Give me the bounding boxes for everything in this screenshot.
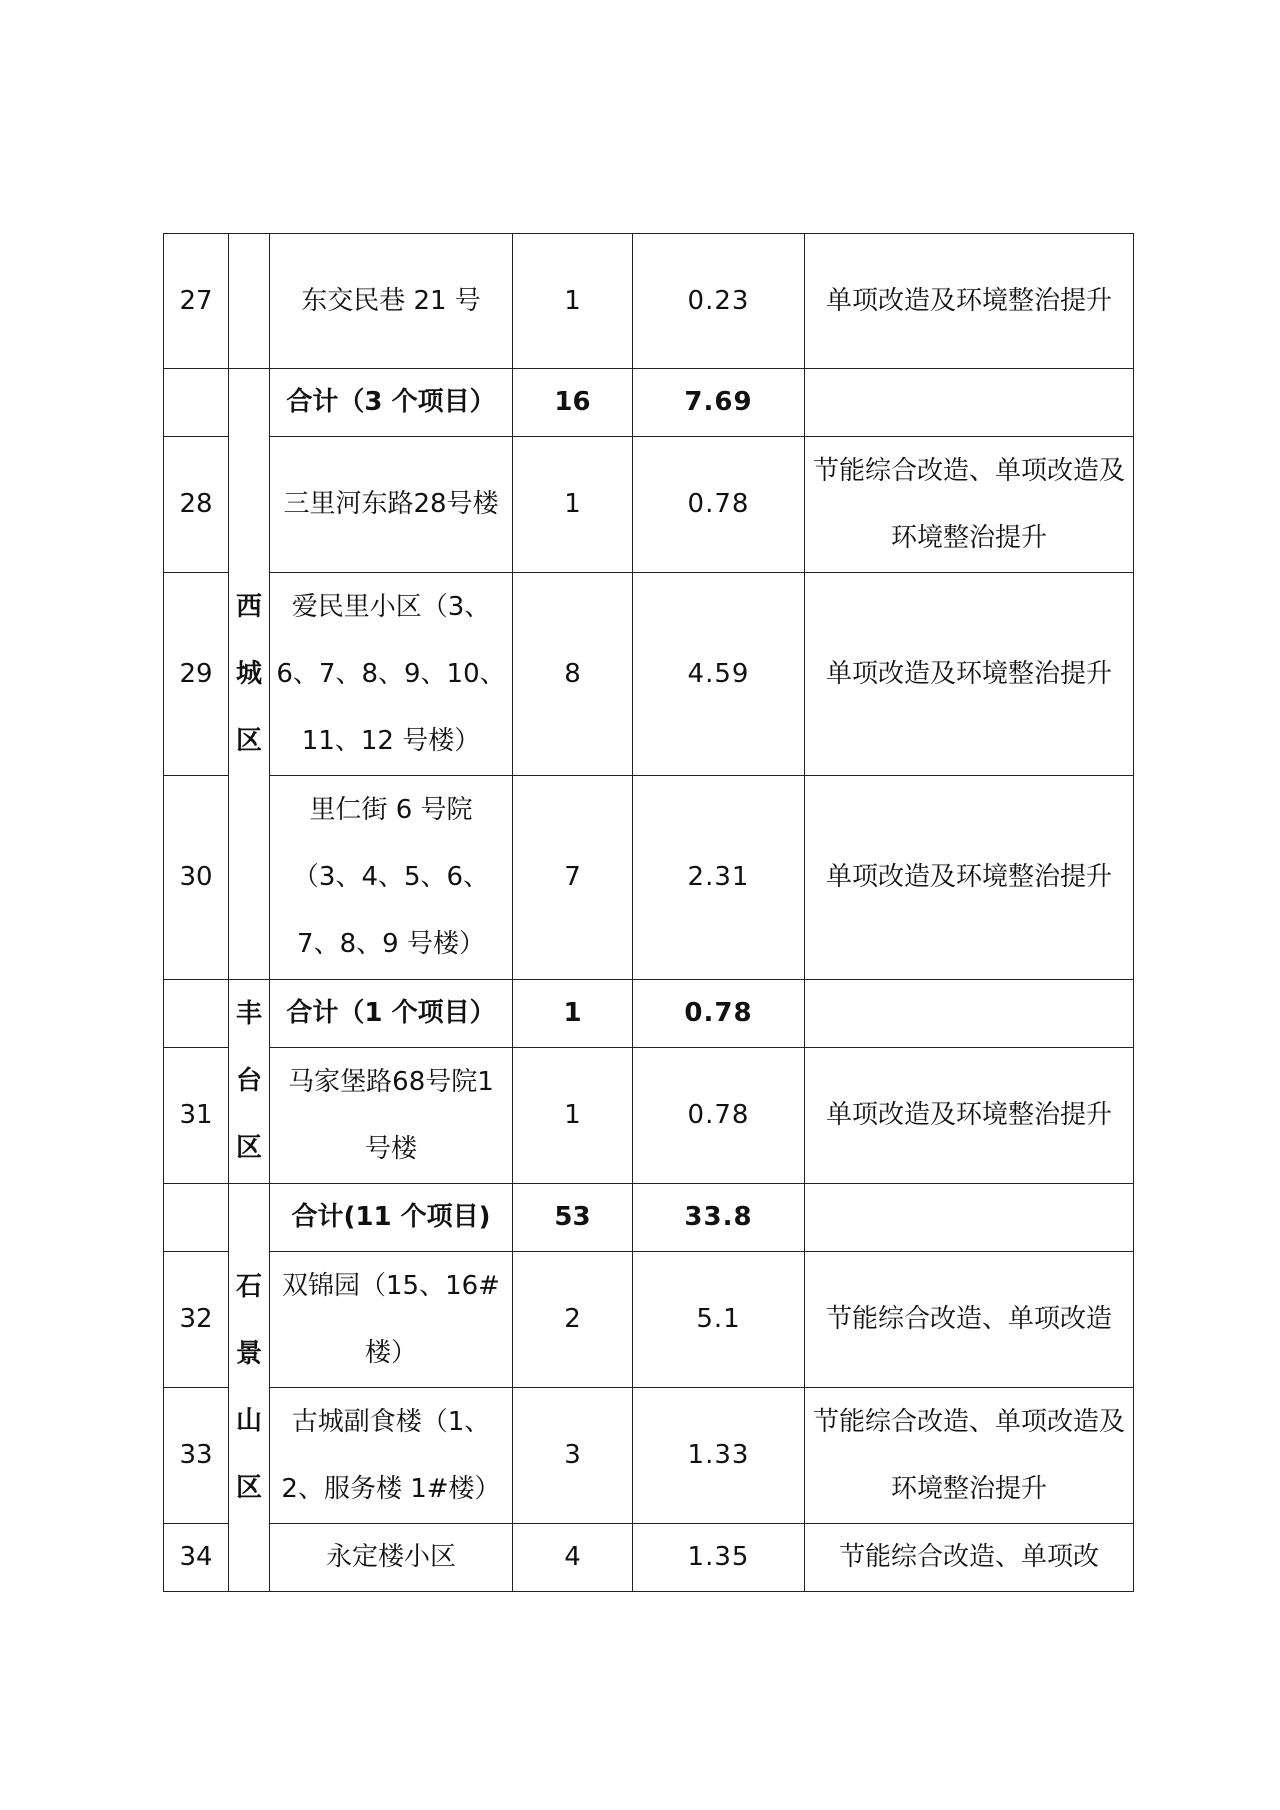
building-count: 4	[513, 1524, 633, 1592]
district-char: 城	[235, 658, 262, 689]
district-char: 山	[235, 1405, 262, 1436]
project-name: 双锦园（15、16#楼）	[270, 1252, 513, 1388]
subtotal-row	[164, 369, 1134, 437]
district-char: 台	[235, 1066, 262, 1096]
table-row	[164, 1388, 1134, 1524]
area-value: 2.31	[633, 776, 805, 980]
row-number: 28	[164, 437, 229, 573]
district-char: 丰	[235, 999, 262, 1029]
row-number: 32	[164, 1252, 229, 1388]
area-value: 4.59	[633, 573, 805, 776]
project-name: 三里河东路28号楼	[270, 437, 513, 573]
subtotal-area: 33.8	[633, 1184, 805, 1252]
subtotal-buildings: 53	[513, 1184, 633, 1252]
subtotal-row	[164, 980, 1134, 1048]
subtotal-content	[805, 369, 1134, 437]
project-name: 里仁街 6 号院（3、4、5、6、7、8、9 号楼）	[270, 776, 513, 980]
row-number: 29	[164, 573, 229, 776]
project-name: 爱民里小区（3、6、7、8、9、10、11、12 号楼）	[270, 573, 513, 776]
building-count: 1	[513, 437, 633, 573]
building-count: 1	[513, 234, 633, 369]
subtotal-label: 合计(11 个项目)	[270, 1184, 513, 1252]
table-row	[164, 1048, 1134, 1184]
renovation-content: 单项改造及环境整治提升	[805, 573, 1134, 776]
district-char: 景	[235, 1338, 262, 1369]
district-label-xicheng	[229, 369, 270, 980]
subtotal-buildings: 1	[513, 980, 633, 1048]
subtotal-area: 7.69	[633, 369, 805, 437]
table-row	[164, 776, 1134, 980]
renovation-content: 单项改造及环境整治提升	[805, 234, 1134, 369]
table-row	[164, 1252, 1134, 1388]
area-value: 1.35	[633, 1524, 805, 1592]
subtotal-buildings: 16	[513, 369, 633, 437]
building-count: 8	[513, 573, 633, 776]
building-count: 2	[513, 1252, 633, 1388]
building-count: 3	[513, 1388, 633, 1524]
project-name: 永定楼小区	[270, 1524, 513, 1592]
district-char: 区	[235, 1472, 262, 1503]
renovation-content: 节能综合改造、单项改造及环境整治提升	[805, 1388, 1134, 1524]
renovation-content: 单项改造及环境整治提升	[805, 1048, 1134, 1184]
renovation-project-table	[163, 233, 1134, 1592]
row-number	[164, 369, 229, 437]
table-row	[164, 437, 1134, 573]
district-char: 石	[235, 1271, 262, 1302]
project-name: 马家堡路68号院1 号楼	[270, 1048, 513, 1184]
renovation-content: 节能综合改造、单项改造	[805, 1252, 1134, 1388]
subtotal-label: 合计（1 个项目）	[270, 980, 513, 1048]
building-count: 1	[513, 1048, 633, 1184]
subtotal-content	[805, 980, 1134, 1048]
area-value: 5.1	[633, 1252, 805, 1388]
district-cell	[229, 234, 270, 369]
building-count: 7	[513, 776, 633, 980]
project-name: 东交民巷 21 号	[270, 234, 513, 369]
area-value: 1.33	[633, 1388, 805, 1524]
subtotal-content	[805, 1184, 1134, 1252]
row-number: 34	[164, 1524, 229, 1592]
project-name: 古城副食楼（1、2、服务楼 1#楼）	[270, 1388, 513, 1524]
subtotal-area: 0.78	[633, 980, 805, 1048]
row-number: 33	[164, 1388, 229, 1524]
renovation-content: 单项改造及环境整治提升	[805, 776, 1134, 980]
district-char: 区	[235, 1133, 262, 1163]
table-row	[164, 234, 1134, 369]
table-row	[164, 1524, 1134, 1592]
area-value: 0.23	[633, 234, 805, 369]
row-number	[164, 1184, 229, 1252]
district-label-shijingshan	[229, 1184, 270, 1592]
district-label-fengtai	[229, 980, 270, 1184]
renovation-content: 节能综合改造、单项改造及环境整治提升	[805, 437, 1134, 573]
district-char: 西	[235, 591, 262, 622]
subtotal-row	[164, 1184, 1134, 1252]
row-number	[164, 980, 229, 1048]
area-value: 0.78	[633, 1048, 805, 1184]
row-number: 31	[164, 1048, 229, 1184]
renovation-content: 节能综合改造、单项改	[805, 1524, 1134, 1592]
row-number: 30	[164, 776, 229, 980]
district-char: 区	[235, 725, 262, 756]
area-value: 0.78	[633, 437, 805, 573]
subtotal-label: 合计（3 个项目）	[270, 369, 513, 437]
table-row	[164, 573, 1134, 776]
row-number: 27	[164, 234, 229, 369]
